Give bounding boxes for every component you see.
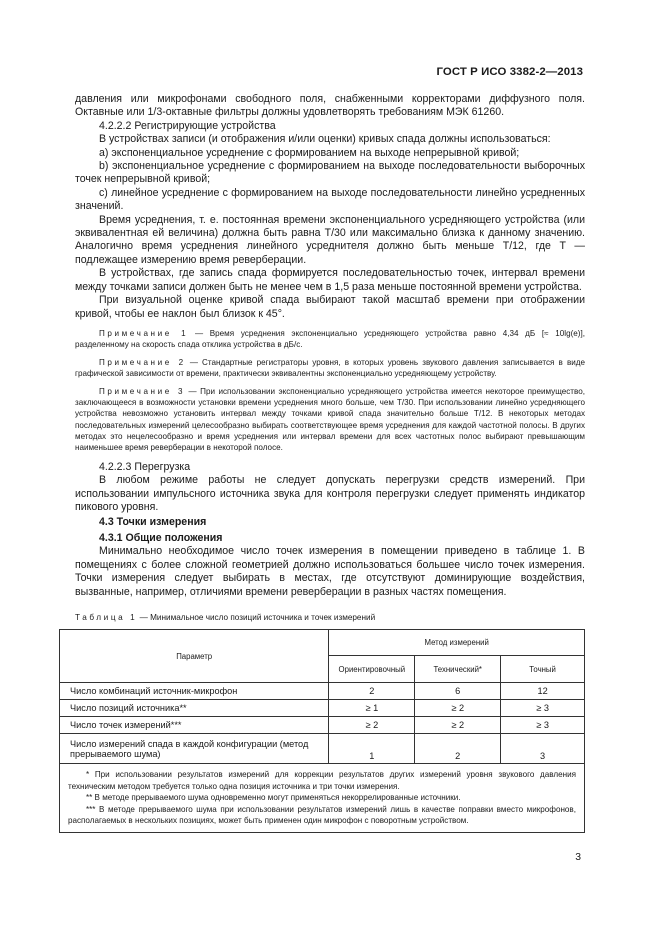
section-heading-4223: 4.2.2.3 Перегрузка — [99, 460, 191, 473]
table-caption — [75, 613, 375, 622]
row-name: Число позиций источника** — [60, 700, 329, 717]
paragraph-averaging-time: Время усреднения, т. е. постоянная времени экспоненциального усредняющего устройства (или эквивалентная ей величина) должна быть равна T/30 или максимально близка к данному значению. Аналогично время усреднения линейного усреднителя должно быть меньше T/12, где T — подлежащее измерению время реверберации. — [75, 213, 585, 266]
list-item-a: а) экспоненциальное усреднение с формированием на выходе непрерывной кривой; — [99, 146, 520, 159]
row-exact-value: 3 — [501, 734, 585, 764]
table-caption-label: Таблица 1 — [75, 613, 138, 622]
row-tech-value: 6 — [415, 683, 501, 700]
row-name: Число комбинаций источник-микрофон — [60, 683, 329, 700]
note-3-label: Примечание 3 — [99, 387, 186, 397]
header-technical: Технический* — [415, 656, 501, 683]
section-heading-43: 4.3 Точки измерения — [99, 516, 207, 529]
note-1 — [75, 328, 585, 350]
list-item-c: с) линейное усреднение с формированием на выходе последовательности линейно усредненных значений. — [75, 186, 585, 213]
paragraph-continuation: давления или микрофонами свободного поля, снабженными корректорами диффузного поля. Октавные или 1/3-октавные фильтры должны удовлетворять требованиям МЭК 61260. — [75, 93, 585, 119]
note-3-text: — При использовании экспоненциально усредняющего устройства имеется некоторое преимущество, заключающееся в возможности установки времени усреднения много больше, чем T/30. При использовании линейно усредняющего устройства невозможно установить интервал между точками кривой спада значительно больше T/12. В некоторых методах последовательных измерений целесообразно выбирать соответствующее время усреднения для каждой частотной полосы. В других методах это нецелесообразно и время усреднения или интервал времени для всех частотных полос выбирают превышающим наименьшее время реверберации в некоторой полосе. — [75, 387, 585, 452]
note-3 — [75, 386, 585, 453]
document-body — [75, 93, 585, 599]
row-orient-value: 1 — [329, 734, 415, 764]
list-item-b: b) экспоненциальное усреднение с формированием на выходе последовательности выборочных точек непрерывной кривой; — [75, 160, 585, 186]
footnote-3: *** В методе прерываемого шума при использовании результатов измерений лишь в качестве поправки вместо микрофонов, располагаемых в нескольких позициях, может быть применен один микрофон с поворотным устройством. — [68, 804, 576, 825]
footnote-1: * При использовании результатов измерений для коррекции результатов других измерений уровня звукового давления техническим методом требуется только одна позиция источника и три точки измерения. — [68, 770, 576, 791]
paragraph-visual-evaluation: При визуальной оценке кривой спада выбирают такой масштаб времени при отображении кривой, чтобы ее наклон был близок к 45°. — [75, 294, 585, 320]
note-2-text: — Стандартные регистраторы уровня, в которых уровень звукового давления записывается в виде графической зависимости от времени, практически эквивалентны экспоненциально усредняющему устройству. — [75, 358, 585, 379]
page-number: 3 — [575, 852, 581, 863]
table-row — [60, 717, 585, 734]
table-row — [60, 734, 585, 764]
paragraph-recording-devices: В устройствах записи (и отображения и/или оценки) кривых спада должны использоваться: — [99, 133, 551, 146]
table-footnotes — [60, 764, 585, 833]
measurement-points-table — [59, 629, 585, 833]
table-row — [60, 700, 585, 717]
table-row — [60, 683, 585, 700]
row-name: Число измерений спада в каждой конфигурации (метод прерываемого шума) — [60, 734, 329, 764]
paragraph-point-interval: В устройствах, где запись спада формируется последовательностью точек, интервал времени между точками записи должен быть не менее чем в 1,5 раза меньше постоянной времени устройства. — [75, 267, 585, 293]
row-tech-value: ≥ 2 — [415, 717, 501, 734]
paragraph-overload: В любом режиме работы не следует допускать перегрузки средств измерений. При использовании импульсного источника звука для контроля перегрузки следует применять индикатор пикового уровня. — [75, 474, 585, 514]
section-heading-4222: 4.2.2.2 Регистрирующие устройства — [99, 119, 276, 132]
note-1-label: Примечание 1 — [99, 328, 189, 338]
row-exact-value: ≥ 3 — [501, 717, 585, 734]
section-heading-431: 4.3.1 Общие положения — [99, 531, 223, 544]
row-exact-value: ≥ 3 — [501, 700, 585, 717]
header-parameter: Параметр — [60, 630, 329, 683]
row-tech-value: 2 — [415, 734, 501, 764]
header-method: Метод измерений — [329, 630, 585, 656]
header-orientational: Ориентировочный — [329, 656, 415, 683]
paragraph-measurement-points: Минимально необходимое число точек измерения в помещении приведено в таблице 1. В помещениях с более сложной геометрией должно использоваться большее число точек измерения. Точки измерения следует выбирать в местах, где отсутствуют доминирующие воздействия, вызванные, например, отличиями времени реверберации в разных частях помещения. — [75, 545, 585, 598]
note-2 — [75, 357, 585, 379]
header-exact: Точный — [501, 656, 585, 683]
table-caption-text: — Минимальное число позиций источника и точек измерений — [137, 613, 376, 622]
row-exact-value: 12 — [501, 683, 585, 700]
document-code-header: ГОСТ Р ИСО 3382-2—2013 — [436, 66, 583, 78]
note-2-label: Примечание 2 — [99, 358, 186, 368]
note-1-text: — Время усреднения экспоненциально усредняющего устройства равно 4,34 дБ [≈ 10lg(e)], разделенному на скорость спада отклика устройства в дБ/с. — [75, 328, 585, 349]
row-tech-value: ≥ 2 — [415, 700, 501, 717]
row-name: Число точек измерений*** — [60, 717, 329, 734]
footnote-2: ** В методе прерываемого шума одновременно могут применяться некоррелированные источники. — [86, 793, 461, 802]
row-orient-value: ≥ 1 — [329, 700, 415, 717]
row-orient-value: 2 — [329, 683, 415, 700]
row-orient-value: ≥ 2 — [329, 717, 415, 734]
